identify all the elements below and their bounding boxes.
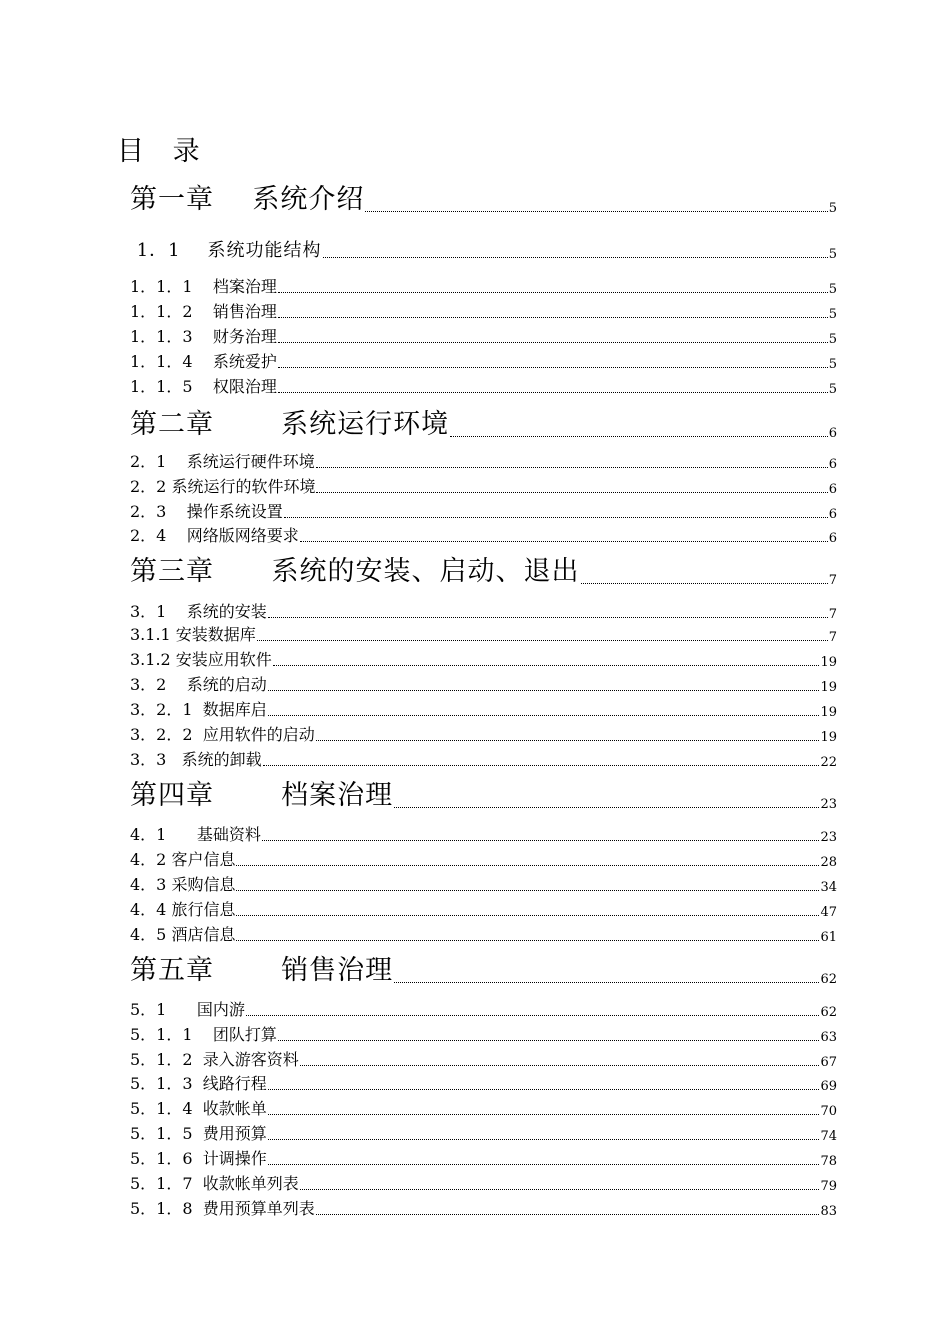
toc-dot-leader [257, 640, 828, 641]
toc-entry-page-number: 7 [828, 607, 837, 622]
toc-entry[interactable] [130, 240, 837, 262]
toc-dot-leader [246, 1015, 820, 1016]
toc-dot-leader [268, 1114, 820, 1115]
toc-entry[interactable] [130, 955, 837, 987]
toc-entry-page-number: 5 [828, 247, 837, 262]
toc-dot-leader [300, 1189, 820, 1190]
toc-dot-leader [268, 1089, 820, 1090]
toc-entry[interactable] [130, 750, 837, 770]
toc-entry-label: 1．1．3 财务治理 [130, 327, 277, 346]
toc-dot-leader [278, 367, 828, 368]
toc-dot-leader [236, 890, 819, 891]
toc-dot-leader [300, 541, 828, 542]
toc-dot-leader [365, 211, 827, 212]
toc-entry-page-number: 5 [828, 357, 837, 372]
toc-entry-page-number: 74 [820, 1129, 837, 1144]
toc-entry[interactable] [130, 377, 837, 397]
toc-entry-page-number: 6 [828, 507, 837, 522]
toc-entry-page-number: 19 [820, 705, 837, 720]
toc-entry-page-number: 5 [828, 307, 837, 322]
toc-entry[interactable] [130, 1074, 837, 1094]
toc-entry-label: 3．3 系统的卸载 [130, 750, 262, 769]
toc-entry-label: 5．1．6 计调操作 [130, 1149, 267, 1168]
toc-entry[interactable] [130, 327, 837, 347]
toc-entry-label: 第四章 档案治理 [130, 780, 394, 811]
toc-dot-leader [581, 583, 828, 584]
toc-list [130, 0, 837, 1344]
toc-entry-label: 1．1．2 销售治理 [130, 302, 277, 321]
toc-entry-label: 3．1 系统的安装 [130, 602, 267, 621]
toc-entry-label: 3．2 系统的启动 [130, 675, 267, 694]
toc-entry[interactable] [130, 850, 837, 870]
toc-entry-label: 2．3 操作系统设置 [130, 502, 283, 521]
toc-dot-leader [450, 436, 828, 437]
toc-entry-page-number: 62 [820, 972, 837, 987]
toc-entry-label: 5．1．3 线路行程 [130, 1074, 267, 1093]
toc-dot-leader [236, 940, 819, 941]
toc-dot-leader [236, 865, 819, 866]
toc-dot-leader [323, 257, 828, 258]
toc-entry-page-number: 5 [828, 382, 837, 397]
toc-entry-page-number: 62 [820, 1005, 837, 1020]
toc-dot-leader [394, 807, 819, 808]
toc-entry[interactable] [130, 302, 837, 322]
toc-entry-page-number: 67 [820, 1055, 837, 1070]
toc-dot-leader [284, 517, 828, 518]
toc-entry-page-number: 5 [828, 282, 837, 297]
toc-dot-leader [278, 317, 828, 318]
toc-entry-page-number: 78 [820, 1154, 837, 1169]
toc-entry[interactable] [130, 1025, 837, 1045]
toc-dot-leader [316, 1214, 820, 1215]
toc-entry-page-number: 23 [820, 830, 837, 845]
toc-entry-label: 4．4 旅行信息 [130, 900, 236, 919]
toc-dot-leader [268, 617, 828, 618]
toc-entry[interactable] [130, 1000, 837, 1020]
toc-entry[interactable] [130, 452, 837, 472]
toc-entry-label: 第三章 系统的安装、启动、退出 [130, 556, 580, 587]
toc-entry-label: 5．1．1 团队打算 [130, 1025, 277, 1044]
toc-entry[interactable] [130, 477, 837, 497]
toc-dot-leader [316, 740, 820, 741]
toc-entry-label: 4．2 客户信息 [130, 850, 236, 869]
toc-entry[interactable] [130, 875, 837, 895]
toc-entry-page-number: 23 [820, 797, 837, 812]
toc-dot-leader [278, 292, 828, 293]
toc-entry-page-number: 7 [828, 630, 837, 645]
toc-entry-page-number: 79 [820, 1179, 837, 1194]
toc-entry-page-number: 6 [828, 482, 837, 497]
toc-entry[interactable] [130, 526, 837, 546]
toc-entry[interactable] [130, 625, 837, 645]
toc-entry-label: 第一章 系统介绍 [130, 184, 365, 215]
toc-entry-page-number: 63 [820, 1030, 837, 1045]
toc-entry[interactable] [130, 925, 837, 945]
toc-dot-leader [278, 1040, 820, 1041]
toc-entry[interactable] [130, 825, 837, 845]
toc-dot-leader [268, 1139, 820, 1140]
toc-entry[interactable] [130, 650, 837, 670]
toc-entry-page-number: 22 [820, 755, 837, 770]
toc-entry-label: 5．1．5 费用预算 [130, 1124, 267, 1143]
toc-entry-label: 5．1．7 收款帐单列表 [130, 1174, 299, 1193]
toc-entry[interactable] [130, 277, 837, 297]
toc-entry[interactable] [130, 184, 837, 216]
toc-entry-label: 5．1．2 录入游客资料 [130, 1050, 299, 1069]
toc-dot-leader [268, 690, 820, 691]
toc-entry-label: 5．1．8 费用预算单列表 [130, 1199, 315, 1218]
toc-entry[interactable] [130, 1149, 837, 1169]
toc-entry-label: 4．5 酒店信息 [130, 925, 236, 944]
toc-dot-leader [316, 467, 828, 468]
toc-entry-page-number: 6 [828, 426, 837, 441]
toc-entry[interactable] [130, 700, 837, 720]
toc-entry[interactable] [130, 502, 837, 522]
toc-entry-label: 1．1．5 权限治理 [130, 377, 277, 396]
toc-dot-leader [300, 1065, 820, 1066]
toc-entry-page-number: 7 [828, 573, 837, 588]
toc-entry-page-number: 69 [820, 1079, 837, 1094]
toc-entry-page-number: 61 [820, 930, 837, 945]
toc-entry-label: 3．2．1 数据库启 [130, 700, 267, 719]
toc-entry-label: 1．1．4 系统爱护 [130, 352, 277, 371]
toc-entry-page-number: 6 [828, 531, 837, 546]
toc-entry-page-number: 28 [820, 855, 837, 870]
toc-entry[interactable] [130, 352, 837, 372]
toc-entry-label: 2．4 网络版网络要求 [130, 526, 299, 545]
toc-entry-label: 2．1 系统运行硬件环境 [130, 452, 315, 471]
toc-entry[interactable] [130, 1050, 837, 1070]
toc-entry-page-number: 70 [820, 1104, 837, 1119]
toc-entry[interactable] [130, 725, 837, 745]
toc-entry-label: 1．1．1 档案治理 [130, 277, 277, 296]
toc-entry-label: 1．1 系统功能结构 [130, 240, 322, 261]
toc-entry[interactable] [130, 602, 837, 622]
toc-entry-page-number: 6 [828, 457, 837, 472]
toc-entry-page-number: 19 [820, 680, 837, 695]
toc-entry[interactable] [130, 900, 837, 920]
toc-entry-label: 2．2 系统运行的软件环境 [130, 477, 316, 496]
toc-dot-leader [236, 915, 819, 916]
toc-entry[interactable] [130, 1199, 837, 1219]
toc-entry-page-number: 19 [820, 730, 837, 745]
toc-dot-leader [316, 492, 827, 493]
toc-entry[interactable] [130, 1099, 837, 1119]
toc-dot-leader [394, 982, 819, 983]
toc-entry-label: 4．1 基础资料 [130, 825, 261, 844]
toc-entry-label: 第五章 销售治理 [130, 955, 394, 986]
toc-entry-page-number: 83 [820, 1204, 837, 1219]
toc-entry-page-number: 47 [820, 905, 837, 920]
toc-entry-label: 3.1.2 安装应用软件 [130, 650, 272, 669]
toc-entry-label: 3.1.1 安装数据库 [130, 625, 256, 644]
toc-entry[interactable] [130, 409, 837, 441]
toc-dot-leader [273, 665, 820, 666]
toc-entry-label: 5．1 国内游 [130, 1000, 245, 1019]
toc-entry[interactable] [130, 1174, 837, 1194]
toc-dot-leader [262, 840, 820, 841]
toc-dot-leader [278, 392, 828, 393]
toc-entry[interactable] [130, 556, 837, 588]
toc-entry-page-number: 34 [820, 880, 837, 895]
toc-entry[interactable] [130, 780, 837, 812]
toc-heading: 目 录 [117, 136, 210, 167]
toc-entry-page-number: 19 [820, 655, 837, 670]
toc-entry[interactable] [130, 675, 837, 695]
toc-entry[interactable] [130, 1124, 837, 1144]
toc-entry-label: 4．3 采购信息 [130, 875, 236, 894]
toc-dot-leader [263, 765, 820, 766]
toc-dot-leader [278, 342, 828, 343]
toc-entry-label: 3．2．2 应用软件的启动 [130, 725, 315, 744]
toc-dot-leader [268, 1164, 820, 1165]
toc-entry-label: 5．1．4 收款帐单 [130, 1099, 267, 1118]
toc-dot-leader [268, 715, 820, 716]
toc-entry-page-number: 5 [828, 201, 837, 216]
toc-entry-page-number: 5 [828, 332, 837, 347]
toc-entry-label: 第二章 系统运行环境 [130, 409, 450, 440]
